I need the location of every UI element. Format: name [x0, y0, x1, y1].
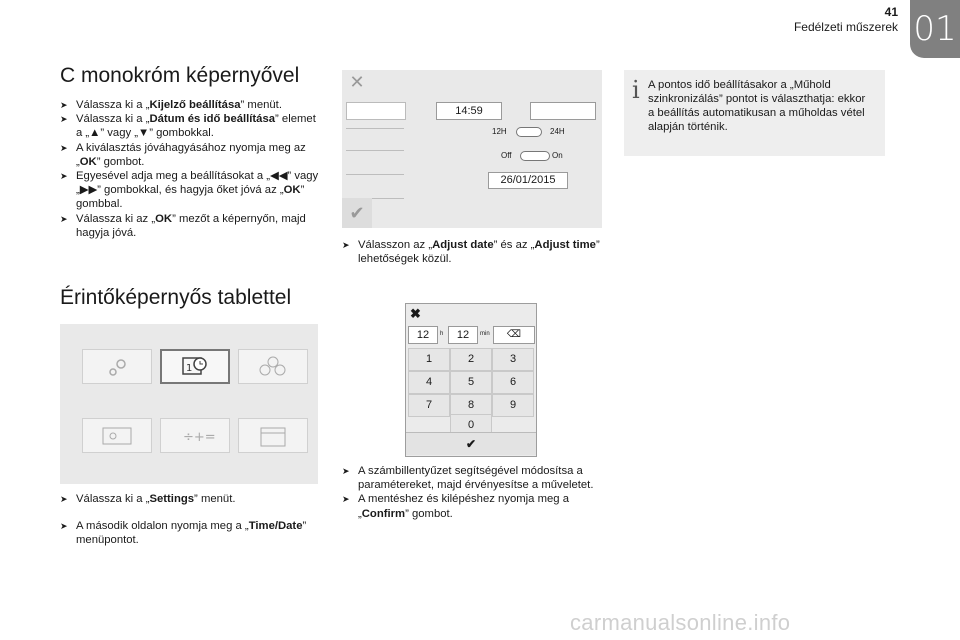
list-item: ➤ Válassza ki az „OK” mezőt a képernyőn, majd hagyja jóvá. [60, 212, 306, 239]
touch-step-1 [60, 492, 322, 506]
hours-unit-label: h [440, 331, 444, 337]
key: 3 [492, 348, 534, 371]
time-date-tile [160, 349, 230, 384]
key: 5 [450, 371, 492, 394]
minutes-field: 12 [448, 326, 478, 344]
close-icon: ✕ [349, 72, 365, 92]
display-tile [82, 418, 152, 453]
heading-touchscreen: Érintőképernyős tablettel [60, 286, 292, 309]
arrow-icon: ➤ [60, 171, 68, 182]
touch-step-2 [60, 519, 322, 547]
check-icon: ✔ [406, 432, 536, 455]
sync-off-label: Off [501, 151, 512, 160]
section-title: Fedélzeti műszerek [793, 20, 898, 34]
close-icon: ✖ [410, 306, 421, 321]
key: 1 [408, 348, 450, 371]
field-placeholder [530, 102, 596, 120]
settings-tile [82, 349, 152, 384]
format-toggle [516, 127, 542, 137]
list-item: ➤ Válasszon az „Adjust date” és az „Adjust time” lehetőségek közül. [342, 239, 600, 266]
minutes-unit-label: min [480, 331, 490, 337]
list-item: ➤ A második oldalon nyomja meg a „Time/Date” menüpontot. [60, 520, 307, 547]
brightness-icon [83, 419, 153, 454]
keypad-steps [342, 464, 604, 521]
key: 6 [492, 371, 534, 394]
check-icon: ✔ [342, 198, 372, 228]
numeric-keypad-illustration [405, 303, 537, 457]
adjust-step [342, 238, 604, 266]
list-item: ➤ Egyesével adja meg a beállításokat a „◀◀” vagy „▶▶” gombokkal, és hagyja őket jóvá az „OK” gombbal. [60, 170, 319, 211]
hours-field: 12 [408, 326, 438, 344]
backspace-icon: ⌫ [493, 326, 535, 344]
format-24h-label: 24H [550, 127, 565, 136]
arrow-icon: ➤ [60, 213, 68, 224]
sync-on-label: On [552, 151, 563, 160]
info-text: A pontos idő beállításakor a „Műhold szinkronizálás” pontot is választhatja: ekkor a beállítás automatikusan a műholdas vétel alapján történik. [648, 79, 866, 133]
arrow-icon: ➤ [60, 521, 68, 531]
watermark: carmanualsonline.info [570, 610, 791, 635]
key: 4 [408, 371, 450, 394]
language-icon [239, 350, 309, 385]
calculator-icon [161, 419, 231, 454]
field-placeholder [346, 102, 406, 120]
key: 7 [408, 394, 450, 417]
time-field: 14:59 [436, 102, 502, 120]
format-12h-label: 12H [492, 127, 507, 136]
units-tile [160, 418, 230, 453]
svg-text:1: 1 [186, 363, 193, 374]
key: 0 [450, 414, 492, 437]
list-item: ➤ Válassza ki a „Dátum és idő beállítása” elemet a „▲” vagy „▼” gombokkal. [60, 113, 316, 140]
list-item: ➤ Válassza ki a „Kijelző beállítása” menüt. [60, 99, 282, 111]
heading-monochrome: C monokróm képernyővel [60, 64, 300, 87]
list-item: ➤ A kiválasztás jóváhagyásához nyomja meg az „OK” gombot. [60, 141, 306, 168]
info-icon: i [632, 76, 640, 104]
settings-menu-illustration [60, 324, 318, 484]
date-field: 26/01/2015 [488, 172, 568, 189]
list-item: ➤ A számbillentyűzet segítségével módosítsa a paramétereket, majd érvényesítse a műveletet. [342, 465, 594, 492]
list-item: ➤ Válassza ki a „Settings” menüt. [60, 493, 236, 505]
arrow-icon: ➤ [60, 142, 68, 153]
chapter-tab: 01 [910, 0, 960, 58]
calendar-icon [239, 419, 309, 454]
svg-text:÷+=: ÷+= [183, 430, 216, 445]
language-tile [238, 349, 308, 384]
key: 8 [450, 394, 492, 417]
arrow-icon: ➤ [342, 466, 350, 476]
arrow-icon: ➤ [342, 494, 350, 505]
arrow-icon: ➤ [60, 114, 68, 125]
sync-toggle [520, 151, 550, 161]
time-date-screen-illustration [342, 70, 602, 228]
monochrome-steps [60, 98, 322, 240]
key: 2 [450, 348, 492, 371]
list-item: ➤ A mentéshez és kilépéshez nyomja meg a „Confirm” gombot. [342, 493, 569, 520]
gears-icon [83, 350, 153, 385]
key: 9 [492, 394, 534, 417]
clock-calendar-icon [162, 351, 228, 382]
arrow-icon: ➤ [60, 100, 68, 110]
calendar-tile [238, 418, 308, 453]
arrow-icon: ➤ [342, 240, 350, 250]
arrow-icon: ➤ [60, 494, 68, 504]
page-number: 41 [884, 5, 898, 19]
